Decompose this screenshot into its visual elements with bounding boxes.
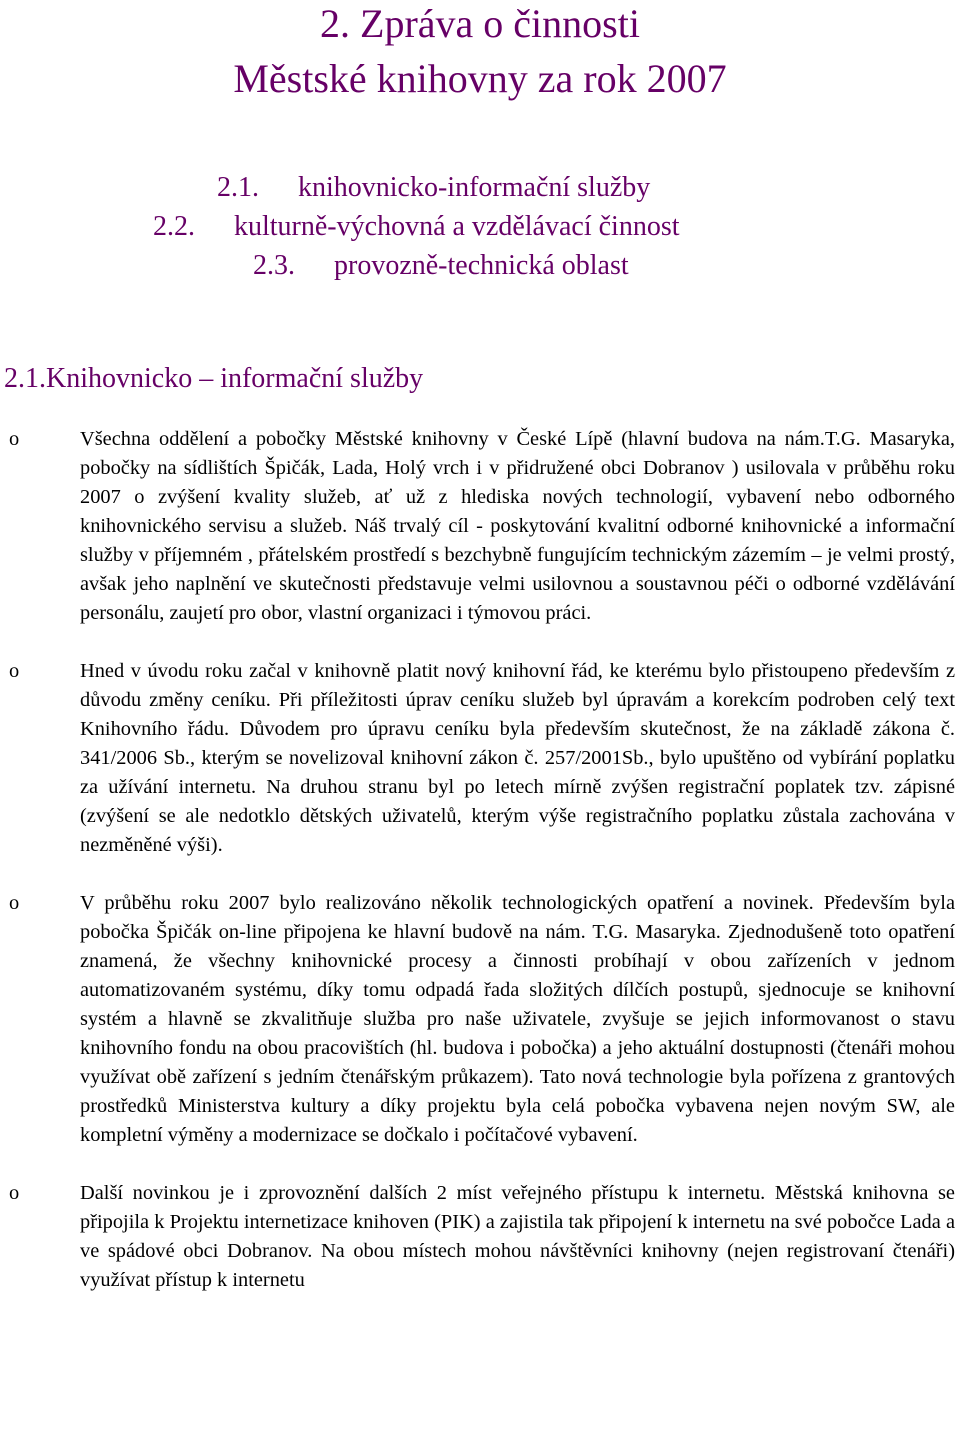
document-title-line-1: 2. Zpráva o činnosti xyxy=(320,1,640,46)
paragraph-text: V průběhu roku 2007 bylo realizováno několik technologických opatření a novinek. Především byla pobočka Špičák on-line připojena ke hlavní budově na nám. T.G. Masaryka. Zjednodušeně toto opatření znamená, že všechny knihovnické procesy a činnosti probíhají v obou zařízeních v jednom automatizovaném systému, díky tomu odpadá řada složitých dílčích postupů, sjednocuje se knihovní systém a hlavně se zkvalitňuje služba pro naše uživatele, zvyšuje se jejich informovanost o stavu knihovního fondu na obou pracovištích (hl. budova i pobočka) a jeho aktuální dostupnosti (čtenáři mohou využívat obě zařízení s jedním čtenářským průkazem). Tato nová technologie byla pořízena z grantových prostředků Ministerstva kultury a díky projektu byla celá pobočka vybavena nejen novým SW, ale kompletní výměny a modernizace se dočkalo i počítačové vybavení. xyxy=(80,892,955,1146)
toc-item-number: 2.2. xyxy=(153,211,195,242)
toc-item-text: provozně-technická oblast xyxy=(334,250,629,281)
toc-item-number: 2.3. xyxy=(253,250,295,281)
paragraph-list xyxy=(0,425,960,1324)
paragraph-text: Všechna oddělení a pobočky Městské knihovny v České Lípě (hlavní budova na nám.T.G. Masaryka, pobočky na sídlištích Špičák, Lada, Holý vrch i v přidružené obci Dobranov ) usilovala v průběhu roku 2007 o zvýšení kvality služeb, ať už z hlediska nových technologií, vybavení nebo odborného knihovnického servisu a služeb. Náš trvalý cíl - poskytování kvalitní odborné knihovnické a informační služby v příjemném , přátelském prostředí s bezchybně fungujícím technickým zázemím – je velmi prostý, avšak jeho naplnění ve skutečnosti představuje velmi usilovnou a soustavnou péči o odborné vzdělávání personálu, zaujetí pro obor, vlastní organizaci i týmovou práci. xyxy=(80,428,955,624)
toc-item-text: kulturně-výchovná a vzdělávací činnost xyxy=(234,211,680,242)
toc-item-number: 2.1. xyxy=(217,172,259,203)
document-title-line-2: Městské knihovny za rok 2007 xyxy=(233,56,727,101)
list-item xyxy=(0,1179,960,1295)
bullet-marker: o xyxy=(9,660,20,682)
paragraph-text: Hned v úvodu roku začal v knihovně platit nový knihovní řád, ke kterému bylo přistoupeno především z důvodu změny ceníku. Při příležitosti úprav ceníku služeb byl úpravám a korekcím podroben celý text Knihovního řádu. Důvodem pro úpravu ceníku byla především skutečnost, že na základě zákona č. 341/2006 Sb., kterým se novelizoval knihovní zákon č. 257/2001Sb., bylo upuštěno od vybírání poplatku za užívání internetu. Na druhou stranu byl po letech mírně zvýšen registrační poplatek tzv. zápisné (zvýšení se ale nedotklo dětských uživatelů, kterým výše registračního poplatku zůstala zachována v nezměněné výši). xyxy=(80,660,955,856)
list-item xyxy=(0,425,960,628)
toc-item-text: knihovnicko-informační služby xyxy=(298,172,651,203)
section-heading: 2.1.Knihovnicko – informační služby xyxy=(4,363,424,394)
bullet-marker: o xyxy=(9,1182,20,1204)
bullet-marker: o xyxy=(9,428,20,450)
list-item xyxy=(0,657,960,860)
paragraph-text: Další novinkou je i zprovoznění dalších 2 míst veřejného přístupu k internetu. Městská knihovna se připojila k Projektu internetizace knihoven (PIK) a zajistila tak připojení k internetu na své pobočce Lada a ve spádové obci Dobranov. Na obou místech mohou návštěvníci knihovny (nejen registrovaní čtenáři) využívat přístup k internetu xyxy=(80,1182,955,1291)
list-item xyxy=(0,889,960,1150)
bullet-marker: o xyxy=(9,892,20,914)
